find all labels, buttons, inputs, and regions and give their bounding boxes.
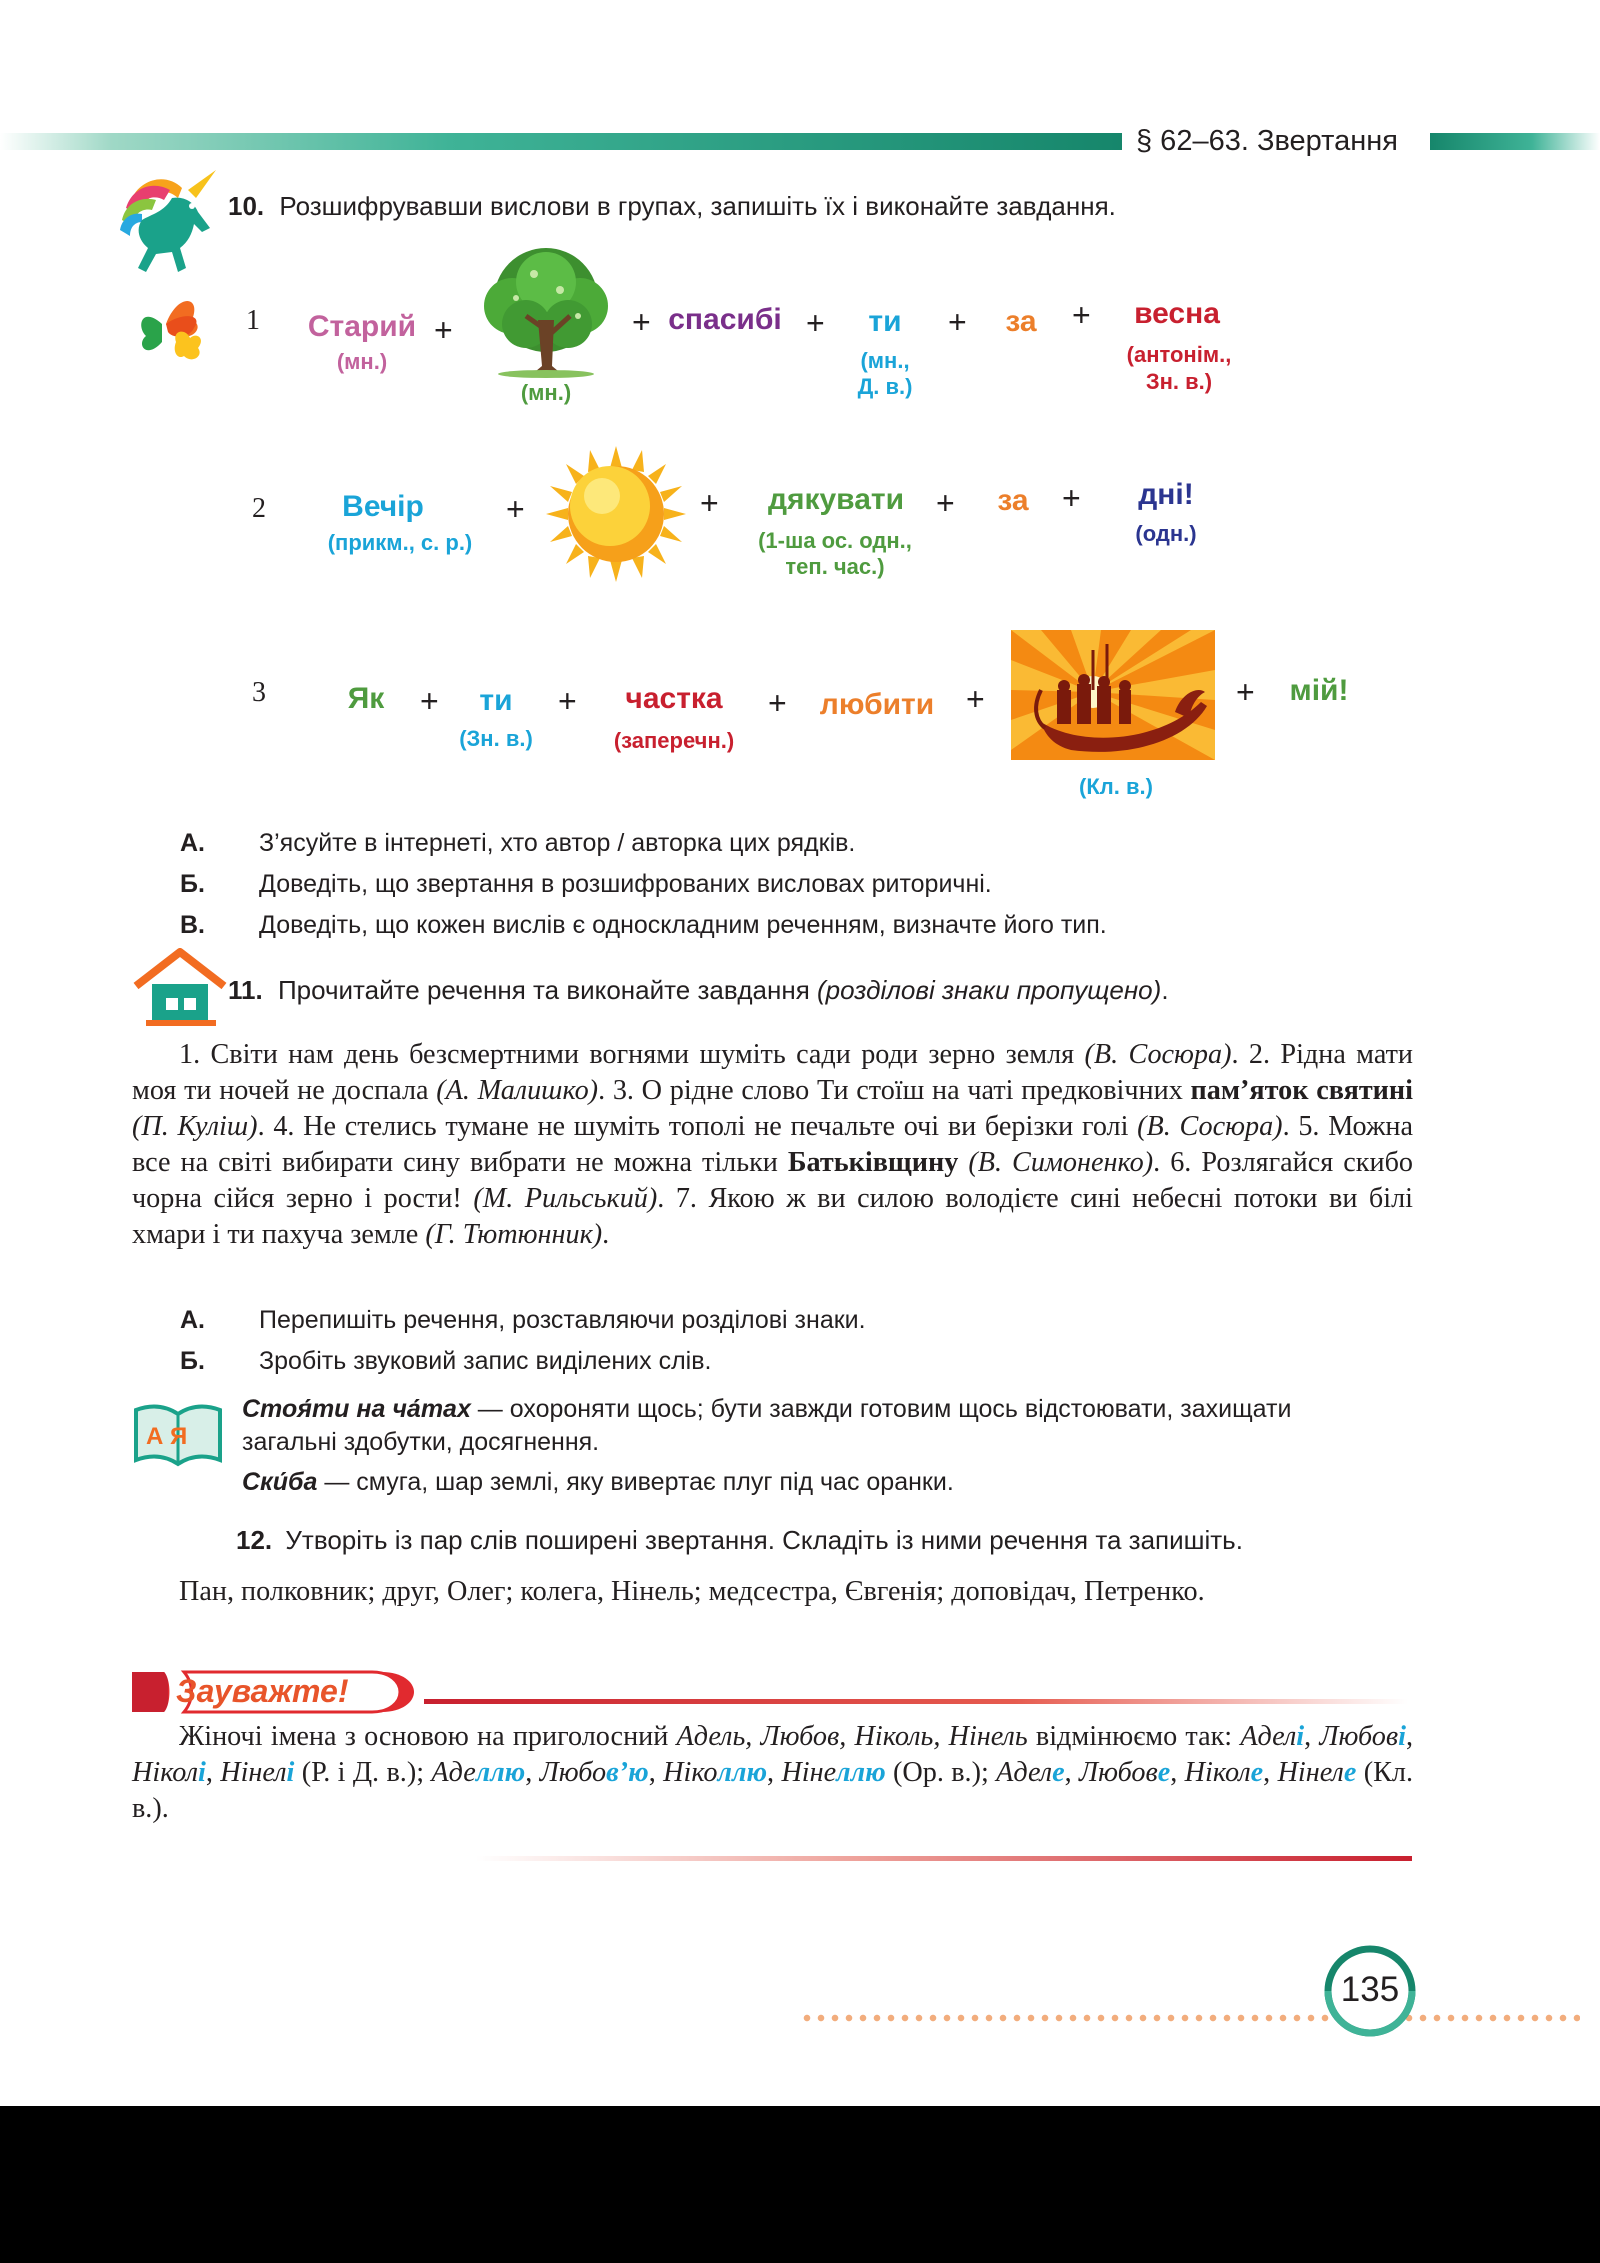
name-form (1185, 1757, 1264, 1788)
note-paragraph (132, 1719, 1413, 1827)
task11-sentences (132, 1037, 1413, 1253)
row1-number: 1 (246, 305, 260, 336)
header-stripe-left (0, 133, 1122, 150)
question-c (180, 905, 1107, 946)
plus-sign: + (1062, 480, 1081, 516)
glossary (242, 1393, 1312, 1499)
question-letter: А. (180, 829, 205, 857)
task11-number: 11. (228, 975, 263, 1005)
note-text-part: (Ор. в.); (885, 1757, 997, 1788)
plus-sign: + (806, 305, 825, 341)
name-stem: Нікол (132, 1757, 198, 1788)
name-form (132, 1757, 206, 1788)
butterflies-icon (132, 286, 222, 368)
name-stem: Ніне (781, 1757, 837, 1788)
plus-sign: + (420, 683, 439, 719)
row3-number: 3 (252, 677, 266, 708)
name-stem: Ніко (663, 1757, 718, 1788)
note-text-part: Жіночі імена з основою на приголосний (179, 1721, 677, 1752)
question-letter: В. (180, 911, 205, 939)
row2-word-days: дні! (1138, 478, 1194, 511)
section-title: § 62–63. Звертання (1136, 125, 1398, 157)
task12-number: 12. (236, 1525, 273, 1555)
name-form (540, 1757, 649, 1788)
row3-word-my: мій! (1289, 674, 1349, 707)
task11-questions (180, 1300, 866, 1382)
task12-header (236, 1524, 1243, 1556)
author: (В. Симоненко) (968, 1147, 1154, 1178)
name-stem: Любов (1319, 1721, 1399, 1752)
header-stripe-right (1430, 133, 1600, 150)
name-ending: і (197, 1757, 206, 1788)
question-text: Перепишіть речення, розставляючи розділові знаки. (259, 1306, 866, 1334)
row1-note-spring-2: Зн. в.) (1145, 369, 1213, 394)
row1-word-you: ти (868, 305, 902, 338)
row2-word-for: за (997, 484, 1029, 517)
name-ending: е (1157, 1757, 1171, 1788)
row2-note-days: (одн.) (1135, 521, 1197, 546)
row1-tree-note: (мн.) (520, 380, 572, 405)
name-stem: Любо (539, 1757, 607, 1788)
plus-sign: + (434, 312, 453, 348)
name-ending: в’ю (606, 1757, 649, 1788)
name-form (1319, 1721, 1406, 1752)
glossary-definition: — охороняти щось; бути завжди готовим щось відстоювати, захищати загальні здобутки, досягнення. (242, 1395, 1292, 1456)
highlighted-word: Батьківщину (787, 1147, 959, 1178)
row2-number: 2 (252, 493, 266, 524)
plus-sign: + (558, 683, 577, 719)
row2-note-thank-1: (1-ша ос. одн., (758, 528, 912, 553)
sentence-text (958, 1147, 968, 1178)
glossary-term: Ски́ба (242, 1468, 318, 1496)
author: (В. Сосюра) (1137, 1111, 1283, 1142)
plus-sign: + (966, 681, 985, 717)
task11-instruction-italic: (розділові знаки пропущено) (817, 975, 1162, 1005)
plus-sign: + (936, 485, 955, 521)
unicorn-icon (112, 168, 220, 286)
author: (М. Рильський) (473, 1183, 658, 1214)
task11-paragraph (132, 1037, 1413, 1253)
dictionary-book-icon (132, 1398, 224, 1468)
name-form (663, 1757, 767, 1788)
row1-note-spring-1: (антонім., (1126, 342, 1232, 367)
row3-word-particle: частка (625, 682, 723, 715)
author: (А. Малишко) (436, 1075, 599, 1106)
row1-word-old: Старий (307, 310, 417, 343)
genitive-forms: Аделі, Любові, Ніколі, Нінелі (132, 1721, 1413, 1788)
sentence-text: . 5. Можна все на світі вибирати сину вибрати не можна тільки (132, 1111, 1414, 1178)
question-b (180, 864, 1107, 905)
plus-sign: + (948, 304, 967, 340)
glossary-term: Стоя́ти на ча́тах (242, 1395, 471, 1423)
sentence-text: . 6. Розлягайся скибо чорна сійся зерно і рости! (132, 1147, 1414, 1214)
question-letter: А. (180, 1306, 205, 1334)
question-a (180, 1300, 866, 1341)
name-ending: і (1398, 1721, 1406, 1752)
row3-note-vocative: (Кл. в.) (1079, 774, 1153, 799)
question-text: Зробіть звуковий запис виділених слів. (259, 1347, 712, 1375)
name-ending: ллю (475, 1757, 526, 1788)
glossary-entry (242, 1393, 1312, 1459)
note-text (132, 1719, 1413, 1827)
row2-note-thank-2: теп. час.) (785, 554, 885, 579)
name-form (781, 1757, 885, 1788)
instrumental-forms: Аделлю, Любов’ю, Ніколлю, Нінеллю (431, 1757, 886, 1788)
row3-note-particle: (заперечн.) (613, 728, 735, 753)
note-text-part: (Р. і Д. в.); (294, 1757, 432, 1788)
sentence-text: . 7. Якою ж ви силою володієте сині небесні потоки ви білі хмари і ти пахуча земле (132, 1183, 1413, 1250)
question-b (180, 1341, 866, 1382)
name-ending: ллю (836, 1757, 886, 1788)
name-stem: Аде (431, 1757, 476, 1788)
sun-picture (546, 446, 686, 582)
footer-dots (800, 2014, 1580, 2022)
task10-number: 10. (228, 191, 265, 221)
plus-sign: + (1072, 297, 1091, 333)
note-divider-top (424, 1699, 1408, 1704)
name-form (1278, 1757, 1357, 1788)
question-letter: Б. (180, 870, 205, 898)
row2-note-evening: (прикм., с. р.) (327, 530, 473, 555)
task11-instruction: Прочитайте речення та виконайте завдання (277, 975, 810, 1005)
note-title: Зауважте! (176, 1673, 349, 1709)
vocative-forms: Аделе, Любове, Ніколе, Нінеле (996, 1757, 1357, 1788)
note-text-part: відмінюємо так: (1027, 1721, 1241, 1752)
plus-sign: + (1236, 674, 1255, 710)
name-stem: Адел (1240, 1721, 1297, 1752)
question-text: Доведіть, що звертання в розшифрованих висловах риторичні. (259, 870, 992, 898)
name-ending: і (1296, 1721, 1305, 1752)
row3-note-you: (Зн. в.) (459, 726, 533, 751)
question-text: З’ясуйте в інтернеті, хто автор / авторка цих рядків. (259, 829, 856, 857)
task10-questions (180, 823, 1107, 946)
row3-word-love: любити (819, 688, 935, 721)
plus-sign: + (632, 304, 651, 340)
name-stem: Адел (996, 1757, 1053, 1788)
row1-word-spring: весна (1134, 297, 1220, 330)
sentence-text: . 4. Не стелись тумане не шуміть тополі не печальте очі ви берізки голі (257, 1111, 1138, 1142)
row1-note-pl: (мн.) (336, 349, 388, 374)
author: (П. Куліш) (132, 1111, 258, 1142)
row1-note-you-1: (мн., (860, 348, 910, 373)
name-form (1240, 1721, 1304, 1752)
note-names: Адель, Любов, Ніколь, Нінель (676, 1721, 1028, 1752)
name-form (220, 1757, 294, 1788)
author: (В. Сосюра) (1084, 1039, 1232, 1070)
name-form (431, 1757, 525, 1788)
plus-sign: + (768, 685, 787, 721)
task11-instruction-end: . (1161, 975, 1169, 1005)
task11-header (228, 974, 1169, 1006)
name-stem: Нінел (220, 1757, 287, 1788)
question-a (180, 823, 1107, 864)
tree-picture (476, 246, 618, 378)
row3-word-you: ти (479, 684, 513, 717)
name-ending: ллю (717, 1757, 768, 1788)
row1-word-thanks: спасибі (668, 303, 782, 336)
highlighted-words: пам’яток святині (1190, 1075, 1413, 1106)
sentence-text: 1. Світи нам день безсмертними вогнями шуміть сади роди зерно земля (179, 1039, 1085, 1070)
name-form (1079, 1757, 1170, 1788)
glossary-entry (242, 1466, 1312, 1499)
question-text: Доведіть, що кожен вислів є односкладним реченням, визначте його тип. (259, 911, 1107, 939)
plus-sign: + (506, 491, 525, 527)
row2-word-evening: Вечір (342, 490, 424, 523)
house-icon (132, 948, 228, 1028)
name-ending: е (1250, 1757, 1264, 1788)
task12-words (132, 1574, 1413, 1610)
ukraine-symbol-picture (1011, 630, 1215, 760)
name-stem: Нінел (1277, 1757, 1344, 1788)
sentence-text: . 2. Рідна мати моя ти ночей не доспала (132, 1039, 1414, 1106)
task12-instruction: Утворіть із пар слів поширені звертання. Складіть із ними речення та запишіть. (285, 1525, 1243, 1555)
sentence-text: . 3. О рідне слово Ти стоїш на чаті предковічних (598, 1075, 1191, 1106)
bottom-black-bar (0, 2106, 1600, 2263)
row2-word-thank: дякувати (767, 483, 905, 516)
name-stem: Нікол (1184, 1757, 1251, 1788)
glossary-definition: — смуга, шар землі, яку вивертає плуг під час оранки. (317, 1468, 954, 1496)
name-stem: Любов (1079, 1757, 1158, 1788)
task10-instruction: Розшифрувавши вислови в групах, запишіть їх і виконайте завдання. (279, 191, 1116, 221)
page-number: 135 (1340, 1970, 1400, 2009)
note-divider-bottom (476, 1856, 1412, 1861)
name-form (996, 1757, 1064, 1788)
name-ending: е (1052, 1757, 1065, 1788)
dictionary-letters: А Я (146, 1423, 188, 1450)
author: (Г. Тютюнник) (425, 1219, 603, 1250)
task10-header (228, 190, 1116, 222)
question-letter: Б. (180, 1347, 205, 1375)
row3-word-how: Як (347, 682, 385, 715)
row1-note-you-2: Д. в.) (857, 374, 913, 399)
task12-paragraph: Пан, полковник; друг, Олег; колега, Нінель; медсестра, Євгенія; доповідач, Петренко. (179, 1576, 1205, 1607)
sentence-text: . (602, 1219, 610, 1250)
note-text-part: (Кл. в.). (132, 1757, 1414, 1824)
row1-word-for: за (1005, 305, 1037, 338)
plus-sign: + (700, 485, 719, 521)
name-ending: і (286, 1757, 295, 1788)
name-ending: е (1343, 1757, 1357, 1788)
